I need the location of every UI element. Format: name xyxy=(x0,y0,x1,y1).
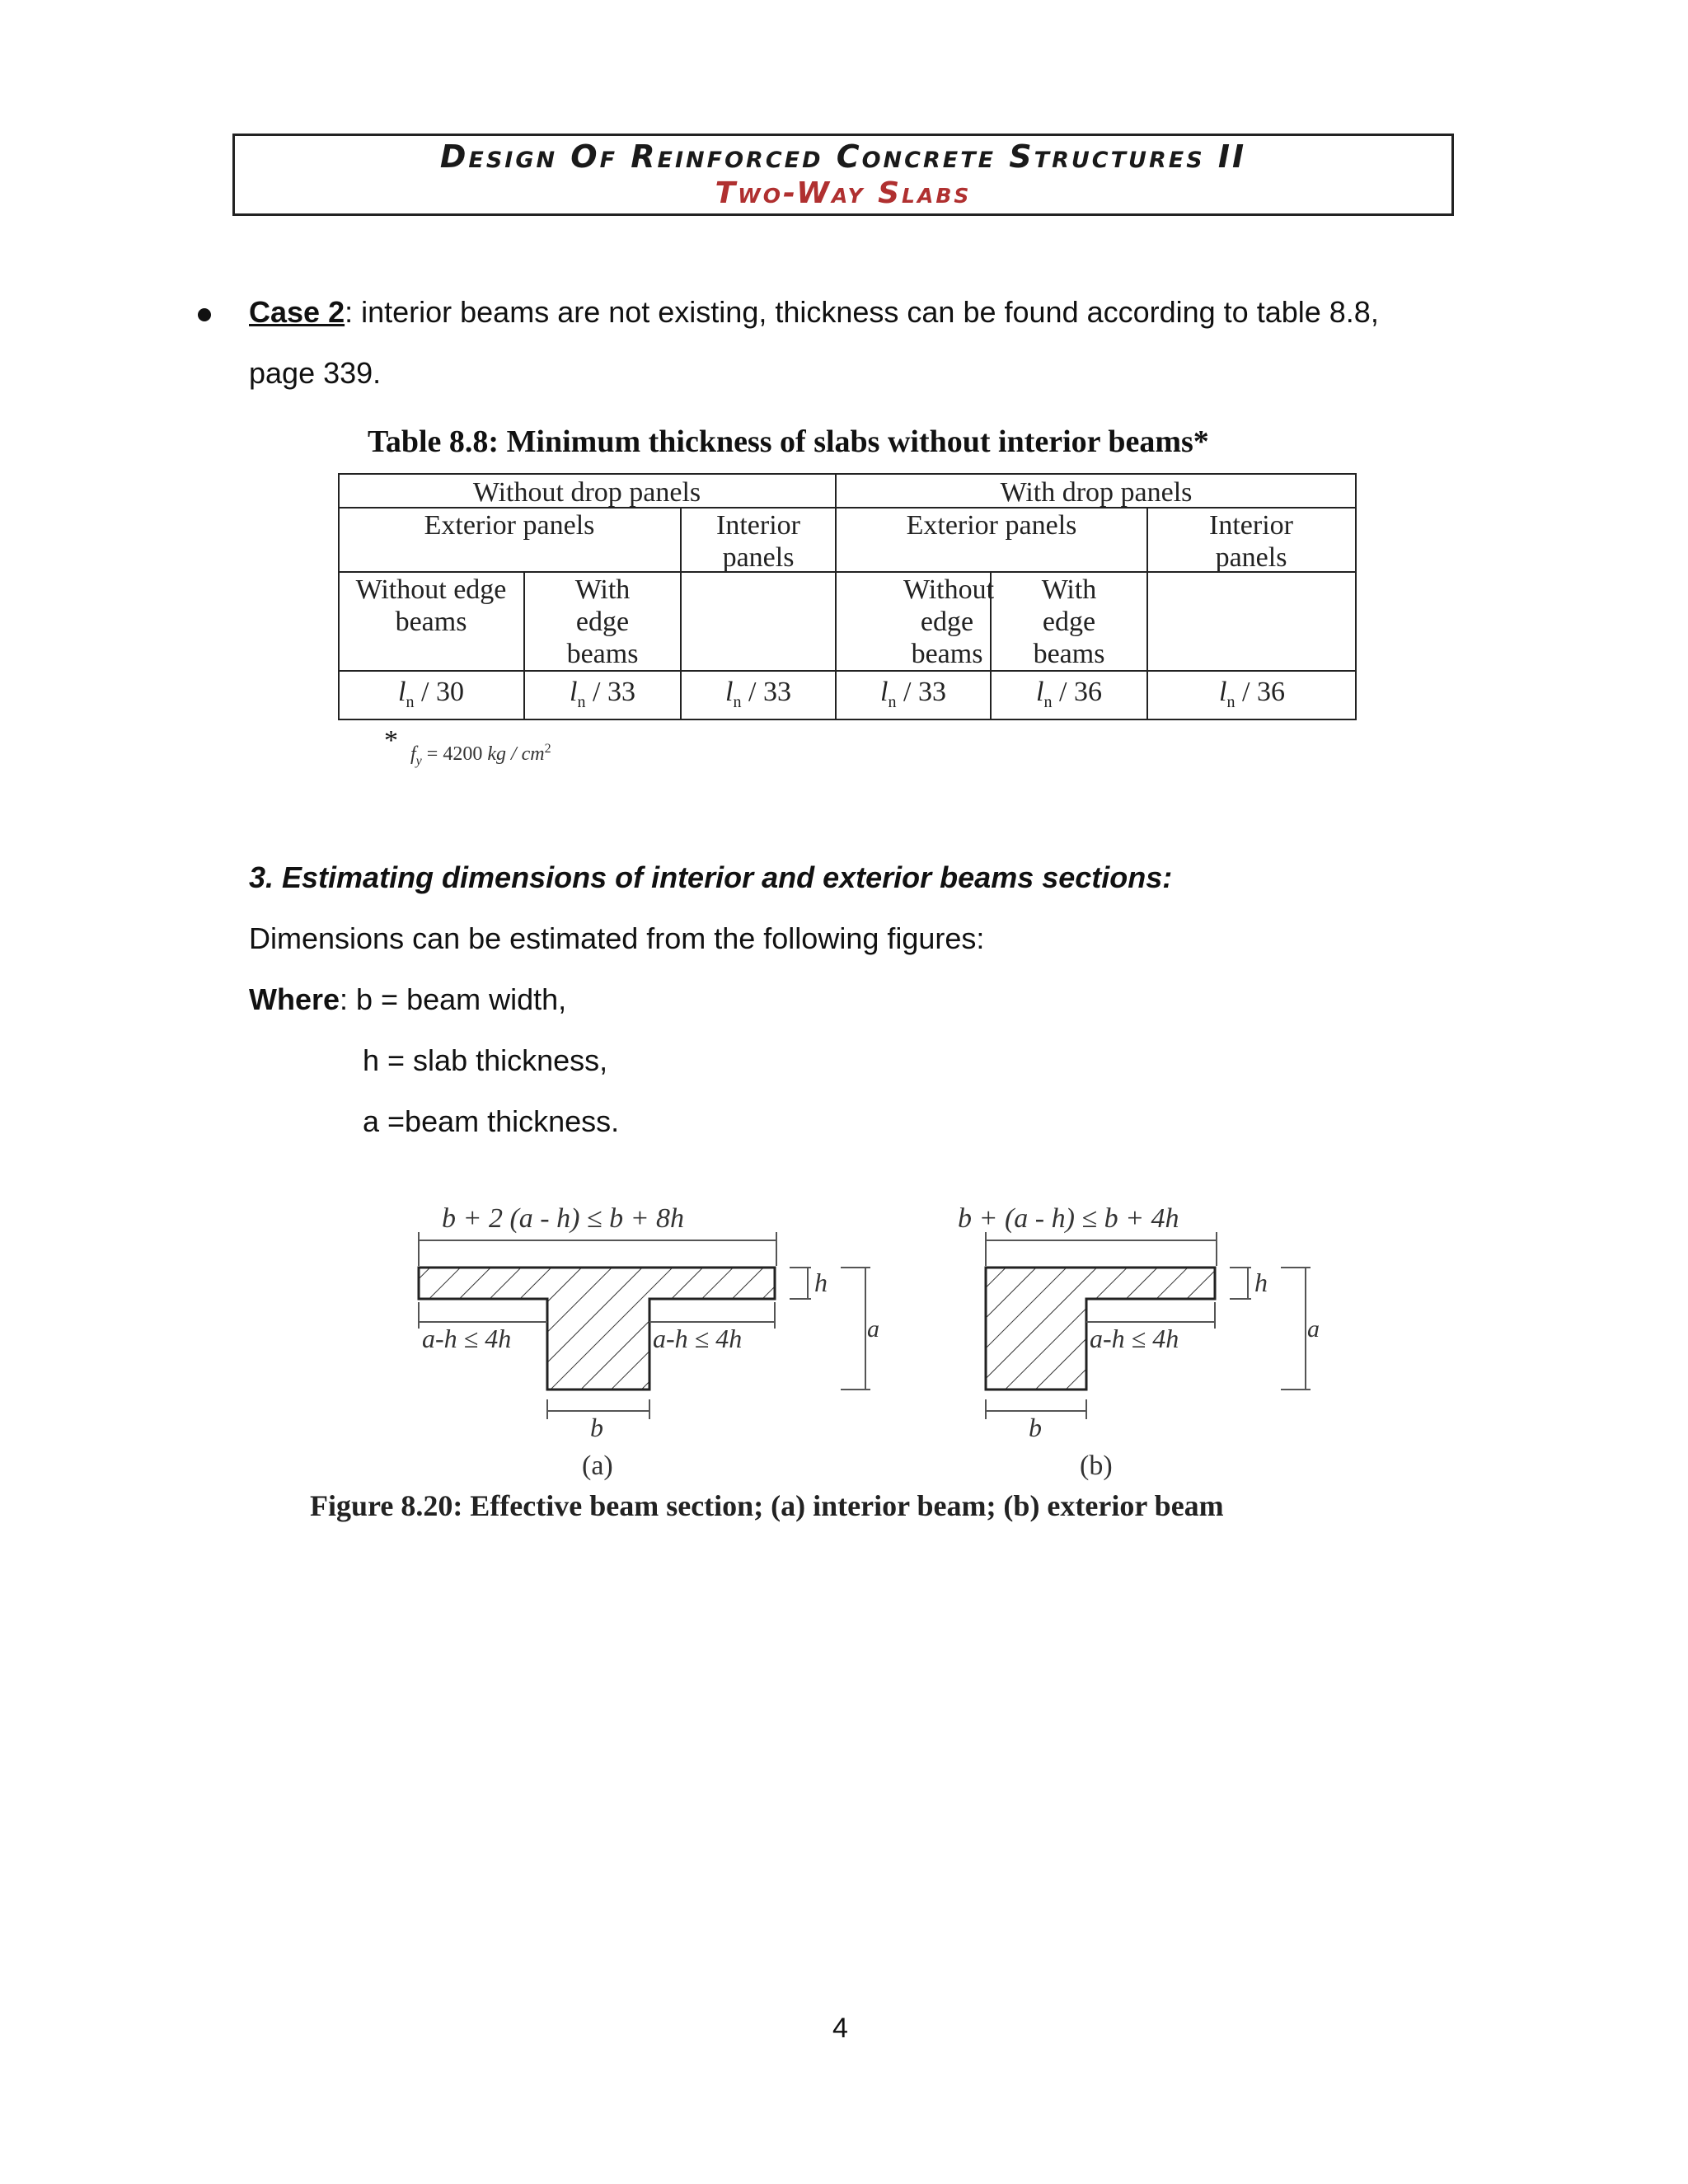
where-b: : b = beam width, xyxy=(340,982,567,1016)
divisor: / 33 xyxy=(593,677,635,707)
fig-b-a-label: a xyxy=(1307,1315,1320,1343)
table-group-with-drop: With drop panels xyxy=(1000,477,1193,508)
ln-l: l xyxy=(880,677,889,707)
case2-text-line2: page 339. xyxy=(249,356,382,390)
table-caption: Table 8.8: Minimum thickness of slabs without interior beams* xyxy=(368,424,1209,459)
fig-a-left-label: a-h ≤ 4h xyxy=(422,1324,512,1353)
ln-l: l xyxy=(1219,677,1227,707)
page-number: 4 xyxy=(832,2013,848,2044)
fig-b-top-formula: b + (a - h) ≤ b + 4h xyxy=(958,1203,1179,1234)
ln-n: n xyxy=(1043,692,1053,711)
table-subgroup-interior-2: Interior panels xyxy=(1209,510,1293,573)
divisor: / 33 xyxy=(748,677,791,707)
fig-a-top-formula: b + 2 (a - h) ≤ b + 8h xyxy=(442,1203,685,1234)
table-subgroup-exterior-2: Exterior panels xyxy=(906,510,1077,541)
ln-n: n xyxy=(888,692,897,711)
ln-l: l xyxy=(398,677,406,707)
fn-sq: 2 xyxy=(544,742,551,756)
table-col-with-edge-1: With edge beams xyxy=(566,574,639,669)
fn-kg: kg / cm xyxy=(487,743,545,765)
where-a: a =beam thickness. xyxy=(363,1104,620,1138)
divisor: / 30 xyxy=(421,677,464,707)
fig-b-h-label: h xyxy=(1254,1268,1268,1297)
fn-f: f xyxy=(410,743,416,765)
table-subgroup-interior-1: Interior panels xyxy=(716,510,800,573)
where-label: Where xyxy=(249,982,340,1016)
case2-label: Case 2 xyxy=(249,295,345,329)
section-intro: Dimensions can be estimated from the following figures: xyxy=(249,921,985,955)
document-title: Design Of Reinforced Concrete Structures II xyxy=(439,138,1247,175)
where-h: h = slab thickness, xyxy=(363,1043,608,1077)
footnote-star: * xyxy=(384,725,398,756)
fn-rest: = 4200 xyxy=(426,743,483,765)
ln-n: n xyxy=(733,692,742,711)
ln-n: n xyxy=(406,692,415,711)
ln-n: n xyxy=(1226,692,1236,711)
ln-l: l xyxy=(725,677,734,707)
table-col-without-edge-1: Without edge beams xyxy=(355,574,507,637)
divisor: / 36 xyxy=(1242,677,1285,707)
ln-n: n xyxy=(577,692,586,711)
fig-b-right-label: a-h ≤ 4h xyxy=(1090,1324,1179,1353)
fn-y: y xyxy=(415,753,422,768)
fig-a-right-label: a-h ≤ 4h xyxy=(653,1324,743,1353)
table-group-without-drop: Without drop panels xyxy=(472,477,701,508)
divisor: / 33 xyxy=(903,677,946,707)
ln-l: l xyxy=(1036,677,1044,707)
fig-a-h-label: h xyxy=(814,1268,828,1297)
table-subgroup-exterior-1: Exterior panels xyxy=(424,510,595,541)
fig-b-b-label: b xyxy=(1029,1413,1042,1442)
case2-text: : interior beams are not existing, thickness can be found according to table 8.8, xyxy=(345,295,1379,329)
fig-a-b-label: b xyxy=(590,1413,603,1442)
fig-a-sublabel: (a) xyxy=(582,1451,613,1481)
table-col-with-edge-2: With edge beams xyxy=(1033,574,1105,669)
divisor: / 36 xyxy=(1059,677,1102,707)
ln-l: l xyxy=(570,677,578,707)
section-heading: 3. Estimating dimensions of interior and exterior beams sections: xyxy=(249,860,1173,894)
table-col-without-edge-2: Without edge beams xyxy=(903,574,995,669)
fig-a-a-label: a xyxy=(867,1315,879,1343)
document-subtitle: Two-Way Slabs xyxy=(715,176,972,210)
fig-b-sublabel: (b) xyxy=(1080,1451,1113,1481)
figure-caption: Figure 8.20: Effective beam section; (a) interior beam; (b) exterior beam xyxy=(310,1489,1224,1522)
